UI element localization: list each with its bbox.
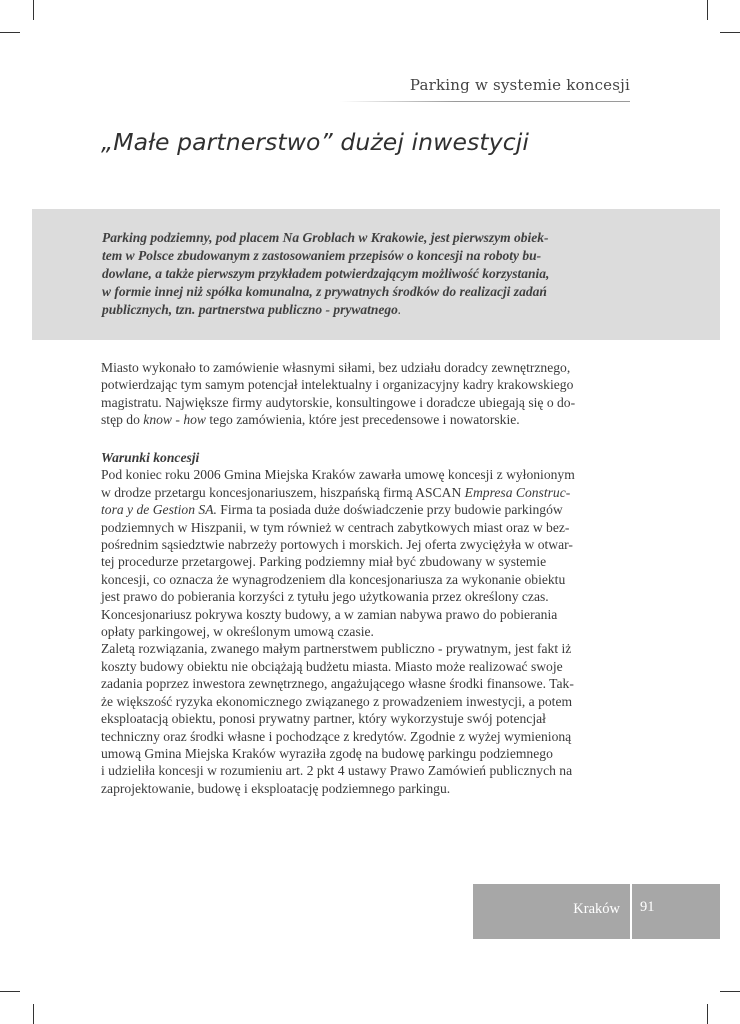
crop-mark	[0, 32, 20, 33]
text-line: pośrednim sąsiedztwie nabrzeży portowych i morskich. Jej oferta zwyciężyła w otwar-	[101, 537, 573, 553]
running-header: Parking w systemie koncesji	[409, 76, 630, 94]
text-fragment: tego zamówienia, które jest precedensowe i nowatorskie.	[206, 412, 520, 428]
text-line: zaprojektowanie, budowę i eksploatację podziemnego parkingu.	[101, 780, 451, 796]
lead-paragraph	[102, 229, 642, 319]
text-line	[101, 484, 641, 501]
term-how: how	[183, 412, 206, 428]
page-number: 91	[640, 899, 655, 915]
section-concession	[101, 449, 641, 797]
text-line	[101, 501, 641, 518]
crop-mark	[707, 1004, 708, 1024]
text-line: eksploatacją obiektu, ponosi prywatny partner, który wykorzystuje swój potencjał	[101, 711, 546, 727]
text-fragment: Firma ta posiada duże doświadczenie przy budowie parkingów	[216, 502, 563, 518]
header-rule	[340, 101, 630, 102]
text-line: Pod koniec roku 2006 Gmina Miejska Kraków zawarła umowę koncesji z wyłonionym	[101, 467, 575, 483]
text-line: Zaletą rozwiązania, zwanego małym partnerstwem publiczno - prywatnym, jest fakt iż	[101, 641, 572, 657]
term-know: know	[143, 412, 172, 428]
text-line: koncesji, co oznacza że wynagrodzeniem dla koncesjonariusza za wykonanie obiektu	[101, 571, 566, 587]
text-fragment: w drodze przetargu koncesjonariuszem, hiszpańską firmą ASCAN	[101, 484, 465, 500]
page-title: „Małe partnerstwo” dużej inwestycji	[101, 128, 529, 156]
text-line: tej procedurze przetargowej. Parking podziemny miał być zbudowany w systemie	[101, 554, 547, 570]
text-line: magistratu. Największe firmy audytorskie, konsultingowe i doradcze ubiegają się o do-	[101, 394, 576, 410]
lead-line: Parking podziemny, pod placem Na Groblach w Krakowie, jest pierwszym obiek-	[102, 230, 549, 245]
paragraph-intro	[101, 359, 641, 429]
crop-mark	[707, 0, 708, 20]
lead-line: publicznych, tzn. partnerstwa publiczno - prywatnego	[102, 302, 398, 317]
text-line: techniczny oraz środki własne i pochodzące z kredytów. Zgodnie z wyżej wymienioną	[101, 728, 572, 744]
footer-page-box	[632, 884, 720, 939]
lead-line: w formie innej niż spółka komunalna, z prywatnych środków do realizacji zadań	[102, 284, 547, 299]
text-line: opłaty parkingowej, w określonym umową czasie.	[101, 624, 374, 640]
text-line: jest prawo do pobierania korzyści z tytułu jego użytkowania przez określony czas.	[101, 589, 549, 605]
lead-line: tem w Polsce zbudowanym z zastosowaniem przepisów o koncesji na roboty bu-	[102, 248, 542, 263]
lead-line: dowlane, a także pierwszym przykładem potwierdzającym możliwość korzystania,	[102, 266, 550, 281]
crop-mark	[33, 0, 34, 20]
company-name: Empresa Construc-	[464, 484, 571, 500]
text-fragment: stęp do	[101, 412, 144, 428]
text-line: podziemnych w Hiszpanii, w tym również w centrach zabytkowych miast oraz w bez-	[101, 519, 570, 535]
text-line: że większość ryzyka ekonomicznego związanego z prowadzeniem inwestycji, a potem	[101, 693, 573, 709]
text-line: Koncesjonariusz pokrywa koszty budowy, a w zamian nabywa prawo do pobierania	[101, 606, 558, 622]
lead-punctuation: .	[397, 302, 402, 317]
footer-city-box	[473, 884, 630, 939]
footer-city-label: Kraków	[573, 901, 620, 917]
text-line: zadania poprzez inwestora zewnętrznego, angażującego własne środki finansowe. Tak-	[101, 676, 574, 692]
company-name: tora y de Gestion SA.	[101, 502, 217, 518]
text-line	[101, 411, 641, 428]
text-line: potwierdzając tym samym potencjał intelektualny i organizacyjny kadry krakowskiego	[101, 377, 574, 393]
text-line: i udzieliła koncesji w rozumieniu art. 2 pkt 4 ustawy Prawo Zamówień publicznych na	[101, 763, 573, 779]
text-fragment: -	[172, 412, 184, 428]
text-line: umową Gmina Miejska Kraków wyraziła zgodę na budowę parkingu podziemnego	[101, 745, 553, 761]
crop-mark	[0, 991, 20, 992]
crop-mark	[720, 991, 740, 992]
text-line: koszty budowy obiektu nie obciążają budżetu miasta. Miasto może realizować swoje	[101, 658, 563, 674]
crop-mark	[33, 1004, 34, 1024]
crop-mark	[720, 32, 740, 33]
text-line: Miasto wykonało to zamówienie własnymi siłami, bez udziału doradcy zewnętrznego,	[101, 360, 571, 375]
section-heading: Warunki koncesji	[101, 450, 200, 465]
